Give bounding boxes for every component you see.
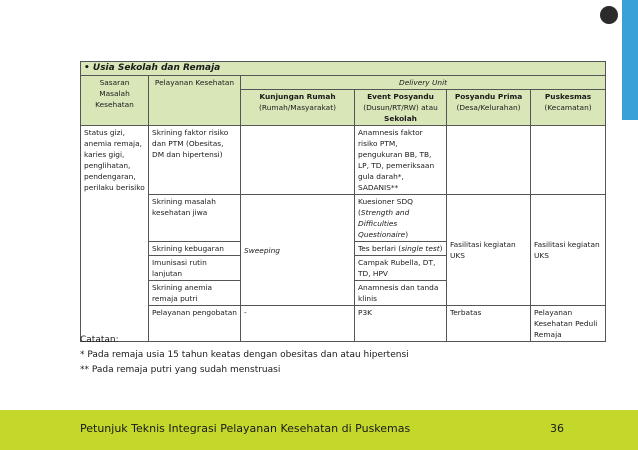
notes-title: Catatan: — [80, 335, 119, 345]
event-cell: Anamnesis dan tanda klinis — [355, 281, 447, 306]
event-cell: Campak Rubella, DT, TD, HPV — [355, 256, 447, 281]
header-prima — [447, 90, 531, 126]
pelayanan-cell: Imunisasi rutin lanjutan — [149, 256, 241, 281]
puskesmas-cell — [531, 126, 606, 195]
header-kunjungan-title: Kunjungan Rumah — [259, 92, 336, 101]
prima-cell: Terbatas — [447, 306, 531, 342]
prima-merged-cell: Fasilitasi kegiatan UKS — [447, 195, 531, 306]
header-event — [355, 90, 447, 126]
sweeping-cell — [241, 195, 355, 306]
puskesmas-merged-cell: Fasilitasi kegiatan UKS — [531, 195, 606, 306]
header-kunjungan-sub: (Rumah/Masyarakat) — [259, 103, 336, 112]
section-header-row — [81, 62, 606, 76]
section-title-text: Usia Sekolah dan Remaja — [92, 63, 221, 73]
event-text: Kuesioner SDQ ( — [358, 197, 413, 217]
page-number: 36 — [550, 422, 564, 435]
event-cell — [355, 195, 447, 242]
kunjungan-cell — [241, 126, 355, 195]
header-event-sub: (Dusun/RT/RW) atau — [363, 103, 438, 112]
table-row — [81, 195, 606, 242]
event-text-italic: single test — [401, 244, 440, 253]
event-cell: Anamnesis faktor risiko PTM, pengukuran BB, TB, LP, TD, pemeriksaan gula darah*, SADANIS** — [355, 126, 447, 195]
header-delivery-unit: Delivery Unit — [241, 76, 606, 90]
event-text: ) — [405, 230, 409, 239]
event-text: ) — [439, 244, 443, 253]
table-row — [81, 126, 606, 195]
header-prima-sub: (Desa/Kelurahan) — [456, 103, 521, 112]
pelayanan-cell: Skrining anemia remaja putri — [149, 281, 241, 306]
decorative-side-bar — [622, 0, 638, 120]
header-sasaran: Sasaran Masalah Kesehatan — [81, 76, 149, 126]
header-event-sub-bold: Sekolah — [384, 114, 417, 123]
prima-cell — [447, 126, 531, 195]
notes — [80, 333, 409, 378]
footer-title: Petunjuk Teknis Integrasi Pelayanan Kesehatan di Puskemas — [80, 422, 411, 435]
event-text-italic: Strength and Difficulties Questionaire — [358, 208, 410, 239]
sweeping-text: Sweeping — [244, 245, 280, 255]
header-pelayanan: Pelayanan Kesehatan — [149, 76, 241, 126]
delivery-unit-table — [80, 61, 606, 342]
header-row-1 — [81, 76, 606, 90]
sasaran-cell: Status gizi, anemia remaja, karies gigi, penglihatan, pendengaran, perilaku berisiko — [81, 126, 149, 342]
note-1: * Pada remaja usia 15 tahun keatas dengan obesitas dan atau hipertensi — [80, 350, 409, 360]
pelayanan-cell: Skrining kebugaran — [149, 242, 241, 256]
header-puskesmas-title: Puskesmas — [544, 92, 592, 101]
puskesmas-cell: Pelayanan Kesehatan Peduli Remaja — [531, 306, 606, 342]
header-prima-title: Posyandu Prima — [454, 92, 523, 101]
header-puskesmas — [531, 90, 606, 126]
decorative-dot — [600, 6, 618, 24]
header-event-title: Event Posyandu — [367, 92, 434, 101]
pelayanan-cell: Skrining masalah kesehatan jiwa — [149, 195, 241, 242]
header-puskesmas-sub: (Kecamatan) — [544, 103, 592, 112]
kunjungan-cell: - — [241, 306, 355, 342]
event-text: Tes berlari ( — [358, 244, 402, 253]
section-title: • Usia Sekolah dan Remaja — [81, 62, 606, 76]
pelayanan-cell: Skrining faktor risiko dan PTM (Obesitas, DM dan hipertensi) — [149, 126, 241, 195]
event-cell — [355, 242, 447, 256]
note-2: ** Pada remaja putri yang sudah menstruasi — [80, 365, 281, 375]
header-kunjungan — [241, 90, 355, 126]
footer-bar — [0, 410, 638, 450]
pelayanan-cell: Pelayanan pengobatan — [149, 306, 241, 342]
event-cell: P3K — [355, 306, 447, 342]
